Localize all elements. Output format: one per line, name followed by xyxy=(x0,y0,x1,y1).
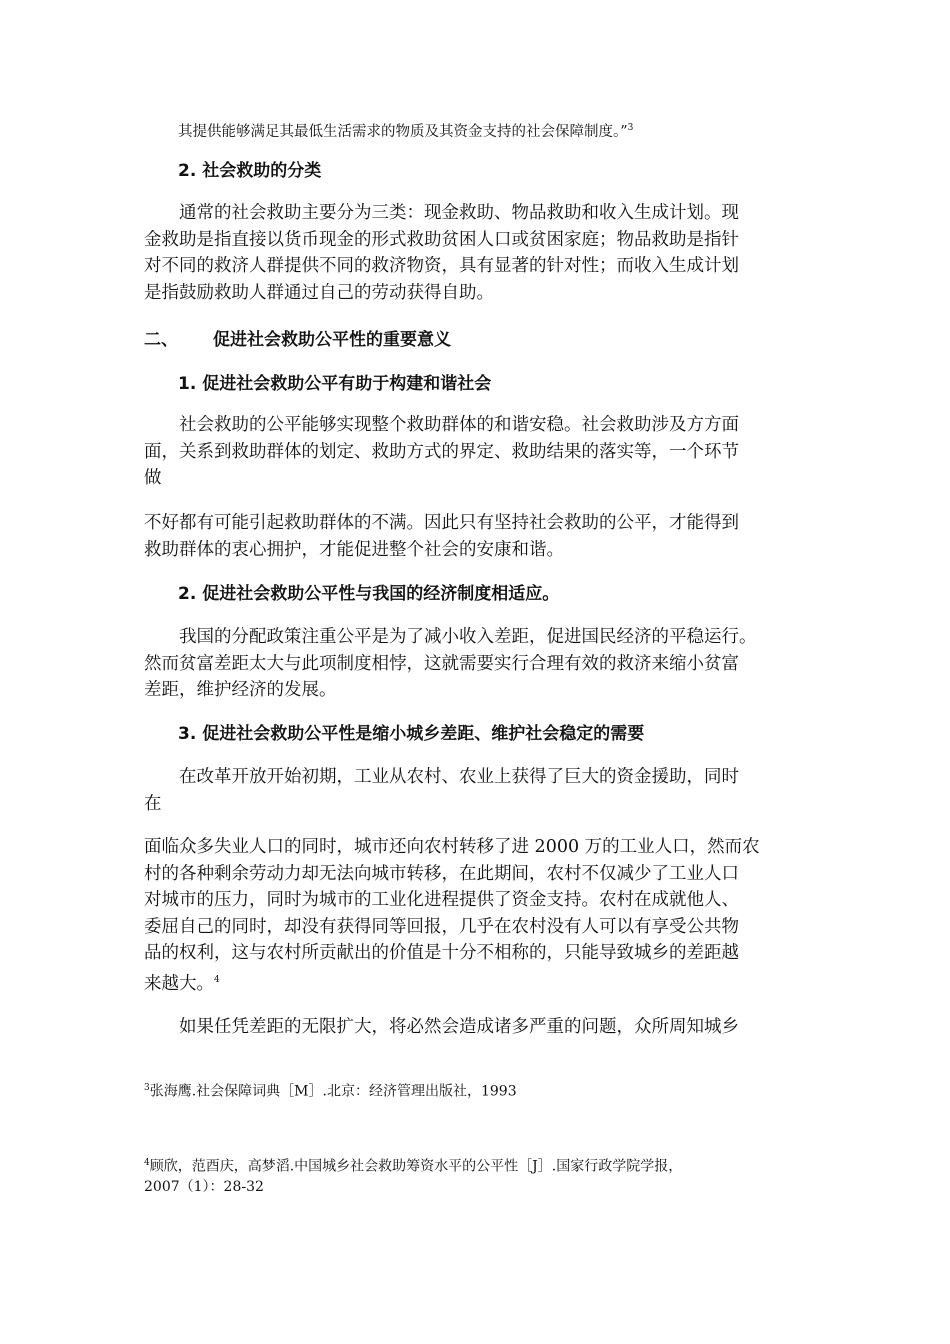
subsection-heading-2: 2. 促进社会救助公平性与我国的经济制度相适应。 xyxy=(178,584,560,604)
paragraph-line: 在 xyxy=(144,793,162,814)
paragraph-line: 村的各种剩余劳动力却无法向城市转移，在此期间，农村不仅减少了工业人口 xyxy=(144,863,739,884)
paragraph-line xyxy=(144,967,808,997)
footnote-number: 4 xyxy=(144,1158,150,1168)
section-heading-classification: 2. 社会救助的分类 xyxy=(178,161,322,181)
intro-line xyxy=(178,116,633,144)
paragraph-harmony-part2 xyxy=(144,510,808,563)
paragraph-line: 面，关系到救助群体的划定、救助方式的界定、救助结果的落实等，一个环节 xyxy=(144,441,739,462)
paragraph-line: 不好都有可能引起救助群体的不满。因此只有坚持社会救助的公平，才能得到 xyxy=(144,513,739,533)
paragraph-line: 品的权利，这与农村所贡献出的价值是十分不相称的，只能导致城乡的差距越 xyxy=(144,943,739,963)
paragraph-line: 在改革开放开始初期，工业从农村、农业上获得了巨大的资金援助，同时 xyxy=(179,767,739,787)
paragraph-line: 社会救助的公平能够实现整个救助群体的和谐安稳。社会救助涉及方方面 xyxy=(179,415,739,435)
paragraph-harmony-part1 xyxy=(144,412,808,492)
subsection-heading-1: 1. 促进社会救助公平有助于构建和谐社会 xyxy=(178,374,492,394)
paragraph-line: 如果任凭差距的无限扩大，将必然会造成诸多严重的问题，众所周知城乡 xyxy=(179,1017,739,1037)
paragraph-classification xyxy=(144,200,808,306)
paragraph-economy xyxy=(144,624,808,704)
intro-text: 其提供能够满足其最低生活需求的物质及其资金支持的社会保障制度。” xyxy=(178,123,628,140)
footnote-text: 张海鹰.社会保障词典［M］.北京：经济管理出版社，1993 xyxy=(149,1083,517,1100)
footnote-ref-4[interactable]: 4 xyxy=(214,974,220,985)
paragraph-line: 差距，维护经济的发展。 xyxy=(144,680,337,700)
chapter-title: 促进社会救助公平性的重要意义 xyxy=(213,330,451,350)
footnote-ref-3[interactable]: 3 xyxy=(627,123,634,133)
paragraph-line: 对不同的救济人群提供不同的救济物资，具有显著的针对性；而收入生成计划 xyxy=(144,256,739,276)
paragraph-line: 面临众多失业人口的同时，城市还向农村转移了进 2000 万的工业人口，然而农 xyxy=(144,837,760,857)
paragraph-line: 委屈自己的同时，却没有获得同等回报，几乎在农村没有人可以有享受公共物 xyxy=(144,916,739,937)
footnote-3 xyxy=(144,1076,517,1104)
footnote-text: 2007（1）：28-32 xyxy=(144,1179,264,1195)
paragraph-line: 然而贫富差距太大与此项制度相悖，这就需要实行合理有效的救济来缩小贫富 xyxy=(144,653,739,674)
paragraph-line: 我国的分配政策注重公平是为了减小收入差距，促进国民经济的平稳运行。 xyxy=(179,627,757,647)
paragraph-line: 通常的社会救助主要分为三类：现金救助、物品救助和收入生成计划。现 xyxy=(179,203,739,223)
paragraph-urban-rural-part1 xyxy=(144,764,808,817)
chapter-number: 二、 xyxy=(144,330,178,350)
paragraph-gap-expansion xyxy=(144,1014,808,1041)
paragraph-line-text: 来越大。 xyxy=(144,973,214,994)
paragraph-urban-rural-part2 xyxy=(144,834,808,997)
paragraph-line: 金救助是指直接以货币现金的形式救助贫困人口或贫困家庭；物品救助是指针 xyxy=(144,229,739,250)
paragraph-line: 对城市的压力，同时为城市的工业化进程提供了资金支持。农村在成就他人、 xyxy=(144,890,739,910)
paragraph-line: 是指鼓励救助人群通过自己的劳动获得自助。 xyxy=(144,282,494,303)
footnote-4-continued xyxy=(144,1175,264,1199)
paragraph-line: 救助群体的衷心拥护，才能促进整个社会的安康和谐。 xyxy=(144,539,564,560)
subsection-heading-3: 3. 促进社会救助公平性是缩小城乡差距、维护社会稳定的需要 xyxy=(178,724,645,744)
footnote-number: 3 xyxy=(144,1083,150,1093)
footnote-text: 顾欣，范酉庆，高梦滔.中国城乡社会救助筹资水平的公平性［J］.国家行政学院学报， xyxy=(149,1158,683,1175)
paragraph-line: 做 xyxy=(144,468,162,488)
